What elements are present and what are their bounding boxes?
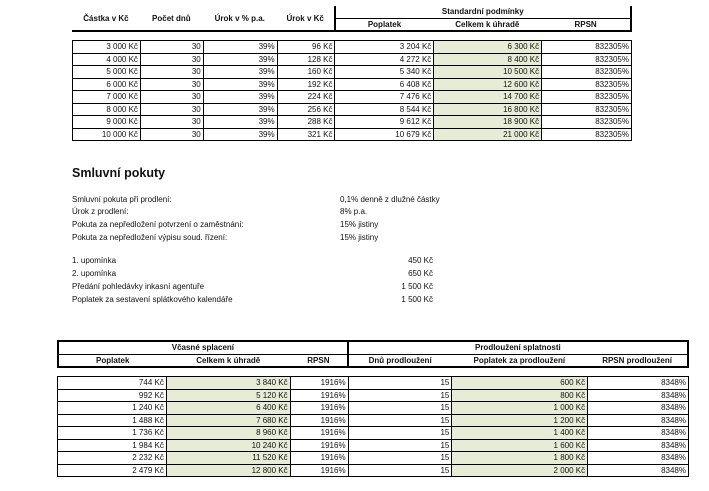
col-header-rate: Úrok v % p.a.	[203, 6, 277, 31]
fee-label: 1. upomínka	[72, 256, 117, 265]
group-header-extension: Prodloužení splatnosti	[348, 341, 688, 354]
penalty-label: Pokuta za nepředložení výpisu soud. řízení:	[72, 233, 228, 242]
penalties-title: Smluvní pokuty	[72, 166, 166, 180]
table-row: 1 984 Kč 10 240 Kč 1916% 15 1 600 Kč 8348%	[58, 439, 689, 452]
col-header-total: Celkem k úhradě	[166, 354, 290, 367]
penalty-value: 15% jistiny	[340, 220, 379, 229]
fee-label: 2. upomínka	[72, 269, 117, 278]
penalty-label: Smluvní pokuta při prodlení:	[72, 195, 172, 204]
fee-value: 1 500 Kč	[401, 295, 433, 304]
table-row: 992 Kč 5 120 Kč 1916% 15 800 Kč 8348%	[58, 389, 689, 402]
table-row: 744 Kč 3 840 Kč 1916% 15 600 Kč 8348%	[58, 377, 689, 390]
col-header-ext-rpsn: RPSN prodloužení	[587, 354, 688, 367]
table-row: 1 488 Kč 7 680 Kč 1916% 15 1 200 Kč 8348%	[58, 414, 689, 427]
table-row: 10 000 Kč 30 39% 321 Kč 10 679 Kč 21 000 Kč 832305%	[73, 128, 632, 141]
table-row: 3 000 Kč 30 39% 96 Kč 3 204 Kč 6 300 Kč 832305%	[73, 41, 632, 54]
early-extension-table	[57, 376, 689, 477]
fee-value: 450 Kč	[408, 256, 433, 265]
penalty-value: 8% p.a.	[340, 207, 368, 216]
fee-label: Předání pohledávky inkasní agentuře	[72, 282, 205, 291]
penalty-value: 0,1% denně z dlužné částky	[340, 195, 440, 204]
table-row: 2 479 Kč 12 800 Kč 1916% 15 2 000 Kč 8348%	[58, 464, 689, 477]
penalty-value: 15% jistiny	[340, 233, 379, 242]
table-row: 1 736 Kč 8 960 Kč 1916% 15 1 400 Kč 8348%	[58, 427, 689, 440]
col-header-total: Celkem k úhradě	[433, 18, 541, 31]
col-header-fee: Poplatek	[58, 354, 166, 367]
conditions-table	[72, 40, 632, 141]
col-header-rpsn: RPSN	[541, 18, 631, 31]
table-row: 5 000 Kč 30 39% 160 Kč 5 340 Kč 10 500 Kč 832305%	[73, 66, 632, 79]
col-header-ext-fee: Poplatek za prodloužení	[451, 354, 587, 367]
conditions-table-header	[72, 6, 632, 32]
table-row: 6 000 Kč 30 39% 192 Kč 6 408 Kč 12 600 Kč 832305%	[73, 78, 632, 91]
fee-value: 1 500 Kč	[401, 282, 433, 291]
fee-label: Poplatek za sestavení splátkového kalendáře	[72, 295, 233, 304]
col-header-days: Počet dnů	[140, 6, 203, 31]
col-header-interest: Úrok v Kč	[277, 6, 335, 31]
group-header-early: Včasné splacení	[58, 341, 348, 354]
penalty-label: Úrok z prodlení:	[72, 207, 129, 216]
col-header-rpsn: RPSN	[290, 354, 348, 367]
fee-value: 650 Kč	[408, 269, 433, 278]
table-row: 4 000 Kč 30 39% 128 Kč 4 272 Kč 8 400 Kč 832305%	[73, 53, 632, 66]
col-header-fee: Poplatek	[335, 18, 434, 31]
group-header-standard: Standardní podmínky	[335, 6, 631, 18]
table-row: 7 000 Kč 30 39% 224 Kč 7 476 Kč 14 700 Kč 832305%	[73, 91, 632, 104]
penalty-label: Pokuta za nepředložení potvrzení o zaměstnání:	[72, 220, 244, 229]
table-row: 9 000 Kč 30 39% 288 Kč 9 612 Kč 18 900 Kč 832305%	[73, 116, 632, 129]
table-row: 1 240 Kč 6 400 Kč 1916% 15 1 000 Kč 8348%	[58, 402, 689, 415]
col-header-amount: Částka v Kč	[72, 6, 140, 31]
col-header-ext-days: Dnů prodloužení	[348, 354, 452, 367]
early-extension-table-header	[57, 340, 689, 368]
table-row: 2 232 Kč 11 520 Kč 1916% 15 1 800 Kč 8348%	[58, 452, 689, 465]
table-row: 8 000 Kč 30 39% 256 Kč 8 544 Kč 16 800 Kč 832305%	[73, 103, 632, 116]
